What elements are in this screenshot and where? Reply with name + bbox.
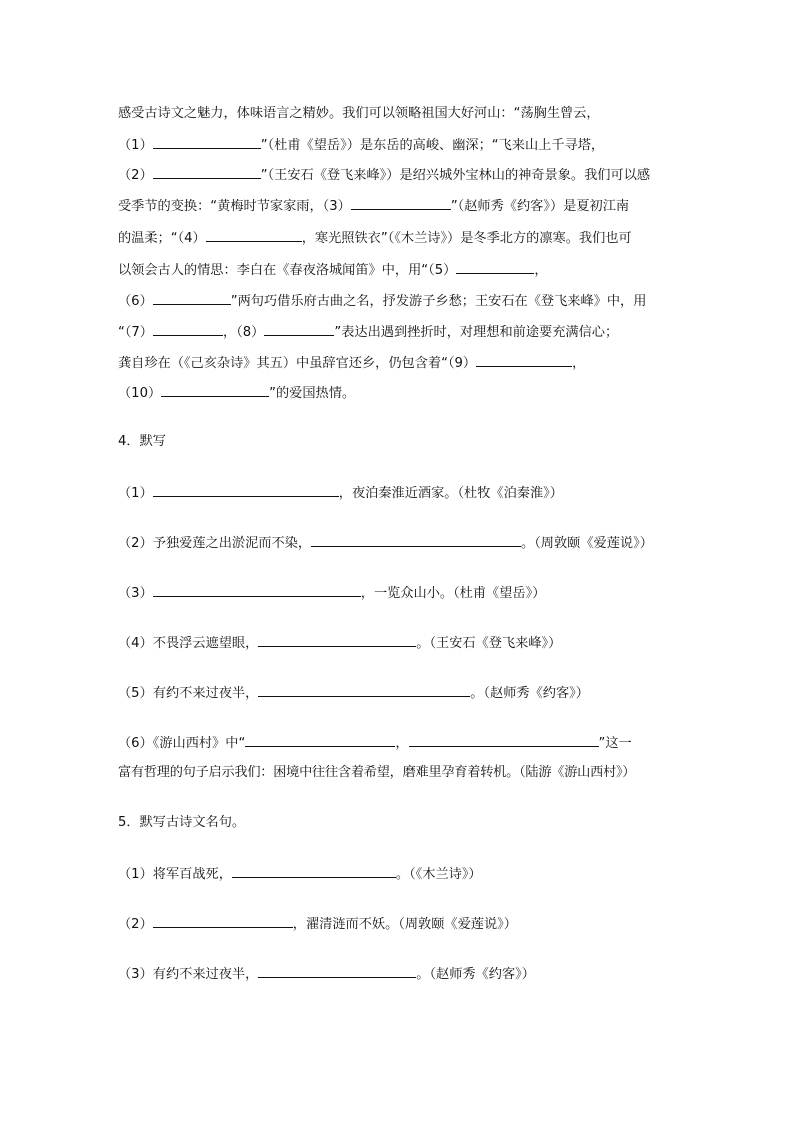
q4-item-3 [118,583,545,603]
para-text: （1） [118,138,153,153]
para-text: ， [534,263,548,278]
q5-item-2 [118,914,517,934]
item-text: （1）将军百战死， [118,867,232,882]
item-text: ，一览众山小。（杜甫《望岳》） [360,586,546,601]
q4-blank-4[interactable] [258,633,416,647]
para-line-8 [118,322,618,342]
para-text: ”（赵师秀《约客》）是夏初江南 [450,199,630,214]
para-line-5 [118,228,632,248]
item-text: ，夜泊秦淮近酒家。（杜牧《泊秦淮》） [338,486,563,501]
para-line-10 [118,383,355,403]
para-text: ，（8） [223,325,265,340]
fill-blank-5[interactable] [456,260,534,274]
para-text: ”表达出遇到挫折时，对理想和前途要充满信心； [334,325,619,340]
q4-blank-1[interactable] [153,483,339,497]
para-text: “（7） [118,325,153,340]
para-text: （2） [118,168,153,183]
section-title: 4．默写 [118,434,166,449]
para-text: ”（王安石《登飞来峰》）是绍兴城外宝林山的神奇景象。我们可以感 [260,168,651,183]
item-text: ， [395,736,409,751]
q4-blank-2[interactable] [311,533,521,547]
q4-item-6 [118,733,632,753]
q5-title [118,814,245,832]
q4-blank-6a[interactable] [245,733,395,747]
para-line-7 [118,291,646,311]
fill-blank-1[interactable] [153,135,261,149]
q4-blank-5[interactable] [258,683,470,697]
para-text: ， [572,356,586,371]
fill-blank-8[interactable] [264,322,334,336]
section-title: 5．默写古诗文名句。 [118,815,246,830]
para-line-2 [118,135,604,155]
fill-blank-4[interactable] [206,228,302,242]
para-line-9 [118,353,585,373]
fill-blank-7[interactable] [153,322,223,336]
item-text: ”这一 [598,736,632,751]
item-text: ，濯清涟而不妖。（周敦颐《爱莲说》） [292,917,517,932]
q5-item-3 [118,964,535,984]
fill-blank-9[interactable] [476,353,572,367]
item-text: 。（周敦颐《爱莲说》） [521,536,653,551]
item-text: 。（王安石《登飞来峰》） [416,636,562,651]
fill-blank-6[interactable] [153,291,231,305]
para-text: 感受古诗文之魅力，体味语言之精妙。我们可以领略祖国大好河山：“荡胸生曾云， [118,106,600,121]
item-text: （2） [118,917,153,932]
q5-blank-3[interactable] [258,964,416,978]
fill-blank-3[interactable] [351,196,451,210]
q4-item-1 [118,483,563,503]
q5-item-1 [118,864,482,884]
item-text: （3）有约不来过夜半， [118,967,259,982]
para-text: 以领会古人的情思：李白在《春夜洛城闻笛》中，用“（5） [118,263,457,278]
item-text: 富有哲理的句子启示我们：困境中往往含着希望，磨难里孕育着转机。（陆游《游山西村》） [118,765,636,780]
para-text: ”（杜甫《望岳》）是东岳的高峻、幽深；“飞来山上千寻塔， [260,138,605,153]
q4-blank-6b[interactable] [409,733,599,747]
item-text: （2）予独爱莲之出淤泥而不染， [118,536,312,551]
q5-blank-2[interactable] [153,914,293,928]
para-line-1 [118,105,600,123]
item-text: 。（《木兰诗》） [395,867,482,882]
q4-title [118,433,166,451]
q4-item-2 [118,533,653,553]
item-text: 。（赵师秀《约客》） [470,686,589,701]
para-text: ”两句巧借乐府古曲之名，抒发游子乡愁；王安石在《登飞来峰》中，用 [230,294,647,309]
para-line-3 [118,165,650,185]
q4-item-5 [118,683,589,703]
fill-blank-10[interactable] [161,383,269,397]
para-text: 的温柔；“（4） [118,231,206,246]
item-text: （1） [118,486,153,501]
para-text: ”的爱国热情。 [269,386,356,401]
q4-item-4 [118,633,561,653]
item-text: （6）《游山西村》中“ [118,736,246,751]
q5-blank-1[interactable] [232,864,396,878]
fill-blank-2[interactable] [153,165,261,179]
para-line-6 [118,260,548,280]
para-text: ，寒光照铁衣”（《木兰诗》）是冬季北方的凛寒。我们也可 [301,231,632,246]
item-text: （3） [118,586,153,601]
item-text: 。（赵师秀《约客》） [416,967,535,982]
para-text: （6） [118,294,153,309]
item-text: （4）不畏浮云遮望眼， [118,636,259,651]
q4-item-6-cont [118,764,635,782]
para-text: 龚自珍在（《己亥杂诗》其五）中虽辞官还乡，仍包含着“（9） [118,356,477,371]
para-text: 受季节的变换：“黄梅时节家家雨，（3） [118,199,351,214]
q4-blank-3[interactable] [153,583,361,597]
para-text: （10） [118,386,162,401]
para-line-4 [118,196,629,216]
item-text: （5）有约不来过夜半， [118,686,259,701]
